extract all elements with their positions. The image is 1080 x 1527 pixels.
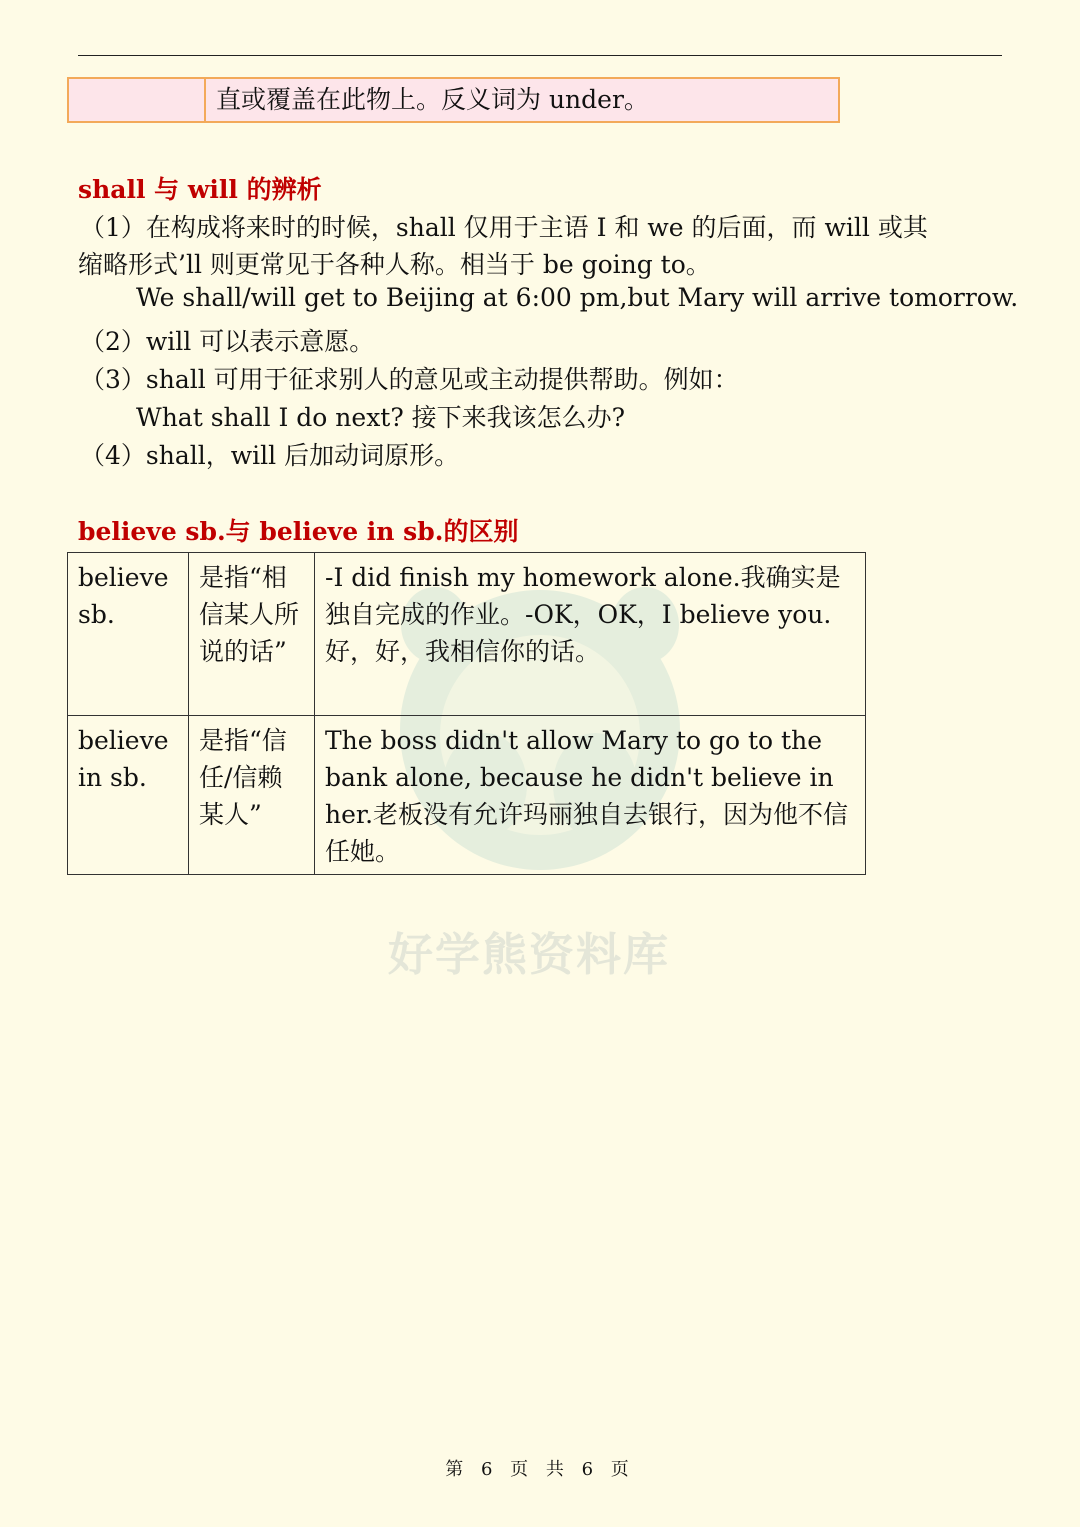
believe-comparison-table (67, 552, 866, 875)
example-cell: -I did finish my homework alone.我确实是独自完成的作业。-OK，OK，I believe you.好，好，我相信你的话。 (315, 553, 866, 716)
paragraph-line: （4）shall，will 后加动词原形。 (80, 441, 460, 470)
table-row (68, 553, 866, 716)
top-table-cell-empty (69, 79, 206, 121)
paragraph-line: （2）will 可以表示意愿。 (80, 327, 375, 356)
term-cell: believe in sb. (68, 716, 189, 875)
paragraph-line: （3）shall 可用于征求别人的意见或主动提供帮助。例如： (80, 365, 739, 394)
meaning-cell: 是指“相信某人所说的话” (189, 553, 315, 716)
page-footer: 第 6 页 共 6 页 (445, 1459, 635, 1480)
example-sentence: What shall I do next? 接下来我该怎么办? (136, 403, 626, 432)
section-title-shall-will: shall 与 will 的辨析 (78, 175, 322, 204)
paragraph-line: 缩略形式’ll 则更常见于各种人称。相当于 be going to。 (78, 250, 711, 279)
header-rule (78, 55, 1002, 56)
example-sentence: We shall/will get to Beijing at 6:00 pm,but Mary will arrive tomorrow. (136, 283, 1019, 312)
table-row (68, 716, 866, 875)
top-table-cell-text: 直或覆盖在此物上。反义词为 under。 (216, 85, 649, 114)
term-cell: believe sb. (68, 553, 189, 716)
meaning-cell: 是指“信任/信赖某人” (189, 716, 315, 875)
watermark-text: 好学熊资料库 (388, 928, 671, 981)
top-table (67, 77, 840, 123)
example-cell: The boss didn't allow Mary to go to the bank alone, because he didn't believe in her.老板没有允许玛丽独自去银行，因为他不信任她。 (315, 716, 866, 875)
section-title-believe: believe sb.与 believe in sb.的区别 (78, 517, 519, 546)
paragraph-line: （1）在构成将来时的时候，shall 仅用于主语 I 和 we 的后面，而 will 或其 (80, 213, 928, 242)
